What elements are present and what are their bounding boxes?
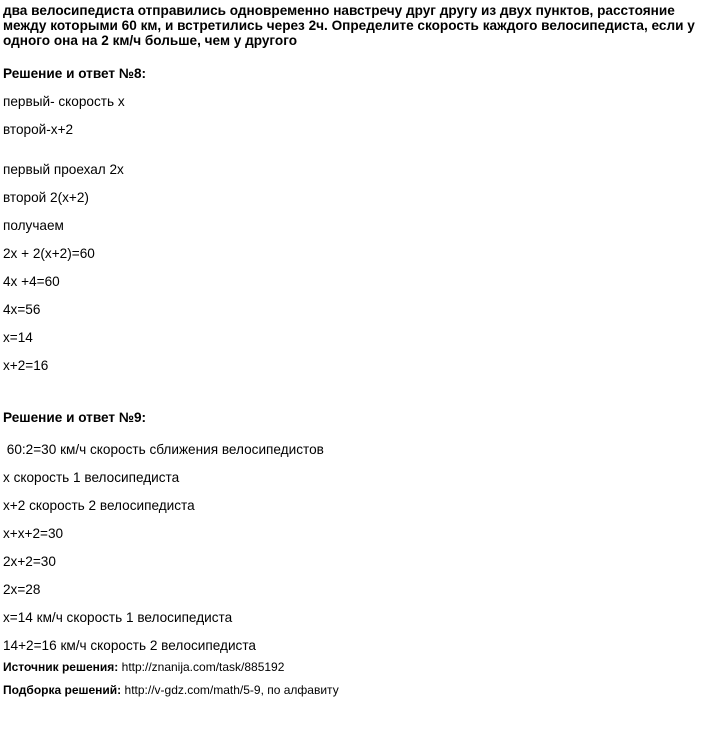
answer-9-line: 14+2=16 км/ч скорость 2 велосипедиста [3, 638, 256, 653]
collection-value: http://v-gdz.com/math/5-9, по алфавиту [124, 683, 339, 697]
answer-9-title: Решение и ответ №9: [3, 410, 147, 425]
answer-9-line: 2х=28 [3, 582, 41, 597]
answer-8-line: второй-х+2 [3, 122, 74, 137]
footer [3, 660, 703, 697]
collection-label: Подборка решений: [3, 683, 122, 697]
collection-line [3, 683, 703, 697]
answer-9-line: х+2 скорость 2 велосипедиста [3, 498, 195, 513]
source-label: Источник решения: [3, 660, 119, 674]
answer-8-line: 4х=56 [3, 302, 41, 317]
answer-9-line: х+х+2=30 [3, 526, 64, 541]
answer-8-body [3, 82, 703, 374]
answer-8-line: 2х + 2(х+2)=60 [3, 246, 95, 261]
question-text: два велосипедиста отправились одновременно навстречу друг другу из двух пунктов, расстояние между которыми 60 км, и встретились через 2ч. Определите скорость каждого велосипедиста, если у одного она на 2 км/ч больше, чем у другого [3, 3, 695, 48]
answer-8-line: х=14 [3, 330, 33, 345]
source-value: http://znanija.com/task/885192 [121, 660, 285, 674]
answer-9-line: х скорость 1 велосипедиста [3, 470, 180, 485]
answer-9-line: х=14 км/ч скорость 1 велосипедиста [3, 610, 233, 625]
answer-8-line: первый- скорость х [3, 94, 125, 109]
answer-8-line: х+2=16 [3, 358, 49, 373]
source-line [3, 660, 703, 674]
answer-8-line: получаем [3, 218, 64, 233]
answer-9-line: 2х+2=30 [3, 554, 56, 569]
answer-8-line: второй 2(х+2) [3, 190, 89, 205]
answer-8-line: 4х +4=60 [3, 274, 60, 289]
answer-8-title: Решение и ответ №8: [3, 66, 147, 81]
answer-9-line: 60:2=30 км/ч скорость сближения велосипедистов [3, 442, 324, 457]
answer-9-body [3, 426, 703, 654]
answer-8-line: первый проехал 2х [3, 162, 124, 177]
